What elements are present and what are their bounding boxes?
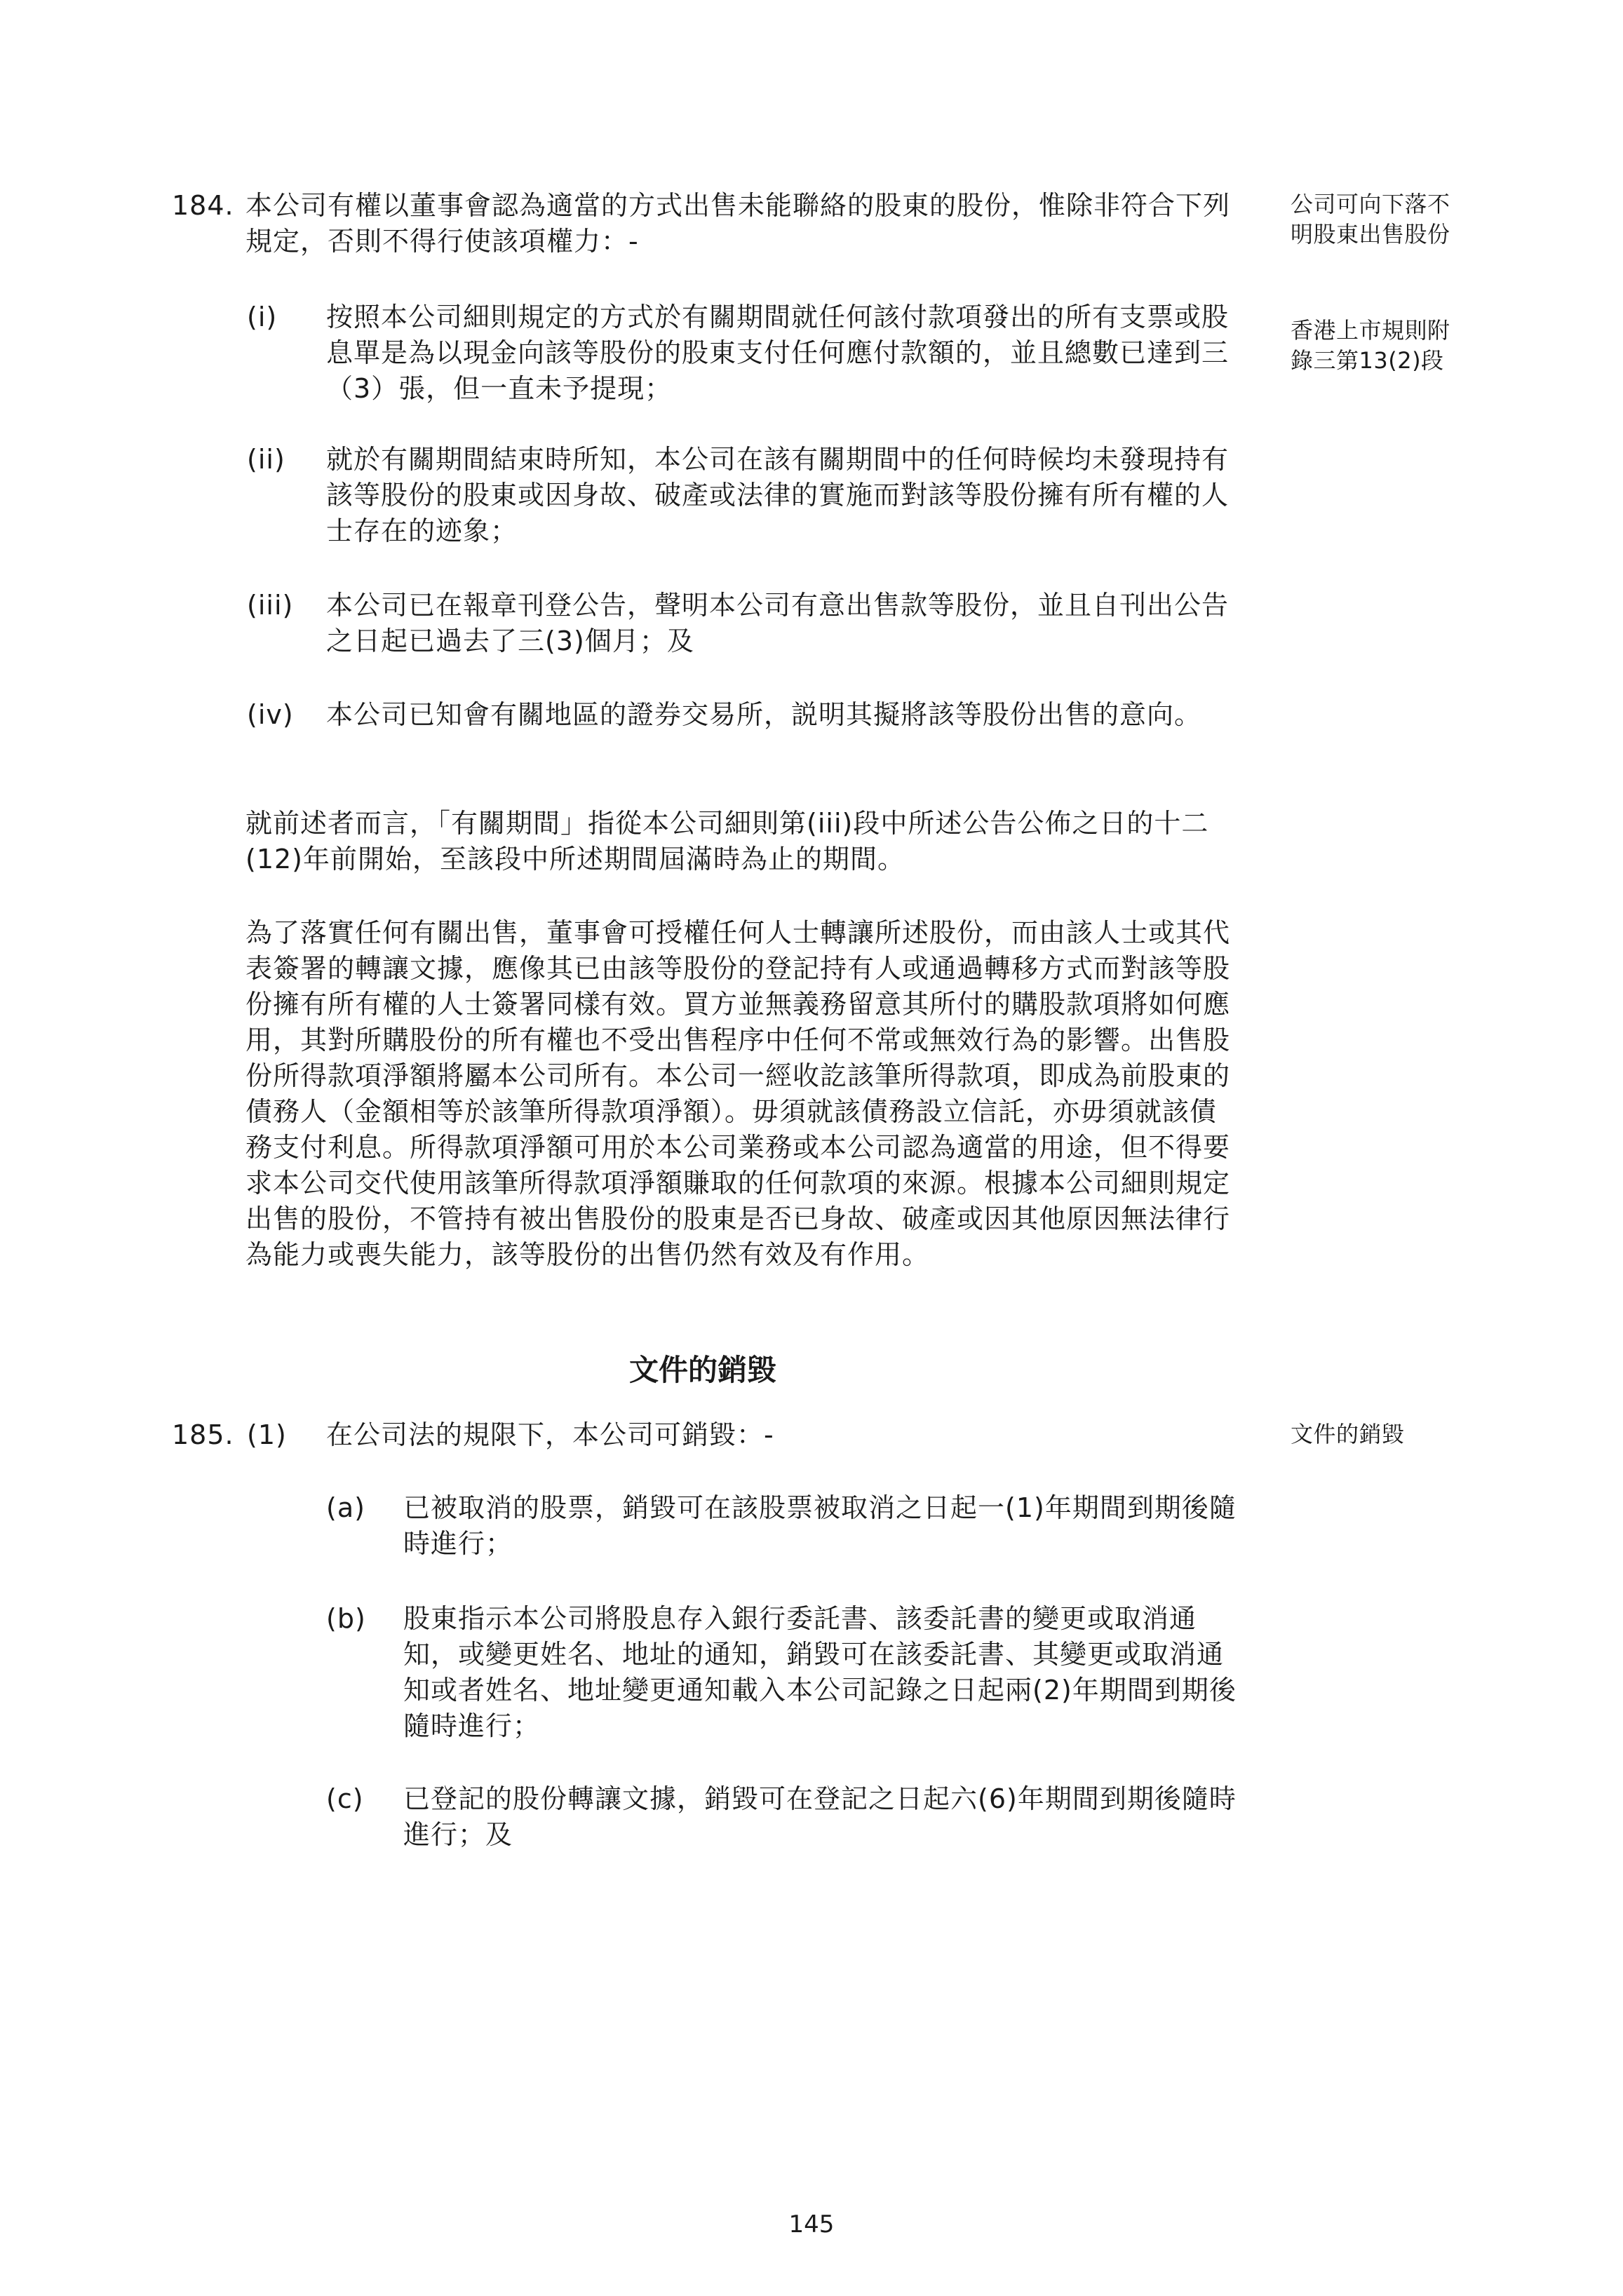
item-text-b: 股東指示本公司將股息存入銀行委託書、該委託書的變更或取消通知，或變更姓名、地址的通知，銷毀可在該委託書、其變更或取消通知或者姓名、地址變更通知載入本公司記錄之日起兩(2)年期間到期後隨時進行； [403, 1603, 1237, 1741]
item-text-i: 按照本公司細則規定的方式於有關期間就任何該付款項發出的所有支票或股息單是為以現金向該等股份的股東支付任何應付款額的，並且總數已達到三（3）張，但一直未予提現； [326, 302, 1230, 404]
item-label-c: (c) [326, 1783, 364, 1814]
item-label-iii: (iii) [247, 590, 294, 621]
item-text-ii: 就於有關期間結束時所知，本公司在該有關期間中的任何時候均未發現持有該等股份的股東或因身故、破產或法律的實施而對該等股份擁有所有權的人士存在的迹象； [326, 444, 1230, 546]
page-number: 145 [788, 2210, 835, 2238]
item-label-ii: (ii) [247, 444, 285, 475]
item-text-a: 已被取消的股票，銷毀可在該股票被取消之日起一(1)年期間到期後隨時進行； [403, 1492, 1237, 1559]
clause-185-sub-label: (1) [247, 1419, 287, 1450]
item-label-b: (b) [326, 1603, 366, 1634]
item-label-iv: (iv) [247, 699, 294, 730]
item-text-iii: 本公司已在報章刊登公告，聲明本公司有意出售款等股份，並且自刊出公告之日起已過去了三(3)個月；及 [326, 590, 1230, 656]
clause-185-intro: 在公司法的規限下，本公司可銷毀：- [326, 1419, 774, 1450]
clause-184-intro: 本公司有權以董事會認為適當的方式出售未能聯絡的股東的股份，惟除非符合下列規定，否則不得行使該項權力：- [245, 190, 1231, 257]
margin-note-listing-rules: 香港上市規則附錄三第13(2)段 [1291, 317, 1450, 374]
definition-paragraph: 就前述者而言，「有關期間」指從本公司細則第(iii)段中所述公告公佈之日的十二(12)年前開始，至該段中所述期間屆滿時為止的期間。 [245, 808, 1209, 874]
section-heading: 文件的銷毀 [628, 1353, 776, 1387]
item-text-iv: 本公司已知會有關地區的證券交易所，説明其擬將該等股份出售的意向。 [326, 699, 1202, 730]
item-text-c: 已登記的股份轉讓文據，銷毀可在登記之日起六(6)年期間到期後隨時進行；及 [403, 1783, 1237, 1850]
item-label-i: (i) [247, 302, 278, 332]
sale-proceeds-paragraph: 為了落實任何有關出售，董事會可授權任何人士轉讓所述股份，而由該人士或其代表簽署的轉讓文據，應像其已由該等股份的登記持有人或通過轉移方式而對該等股份擁有所有權的人士簽署同樣有效。買方並無義務留意其所付的購股款項將如何應用，其對所購股份的所有權也不受出售程序中任何不常或無效行為的影響。出售股份所得款項淨額將屬本公司所有。本公司一經收訖該筆所得款項，即成為前股東的債務人（金額相等於該筆所得款項淨額）。毋須就該債務設立信託，亦毋須就該債務支付利息。所得款項淨額可用於本公司業務或本公司認為適當的用途，但不得要求本公司交代使用該筆所得款項淨額賺取的任何款項的來源。根據本公司細則規定出售的股份，不管持有被出售股份的股東是否已身故、破產或因其他原因無法律行為能力或喪失能力，該等股份的出售仍然有效及有作用。 [245, 917, 1231, 1270]
margin-note-unlocated-shareholders: 公司可向下落不明股東出售股份 [1291, 191, 1450, 248]
item-label-a: (a) [326, 1492, 365, 1523]
clause-184-number: 184. [172, 190, 234, 221]
clause-185-number: 185. [172, 1419, 234, 1450]
margin-note-destruction: 文件的銷毀 [1291, 1421, 1405, 1447]
